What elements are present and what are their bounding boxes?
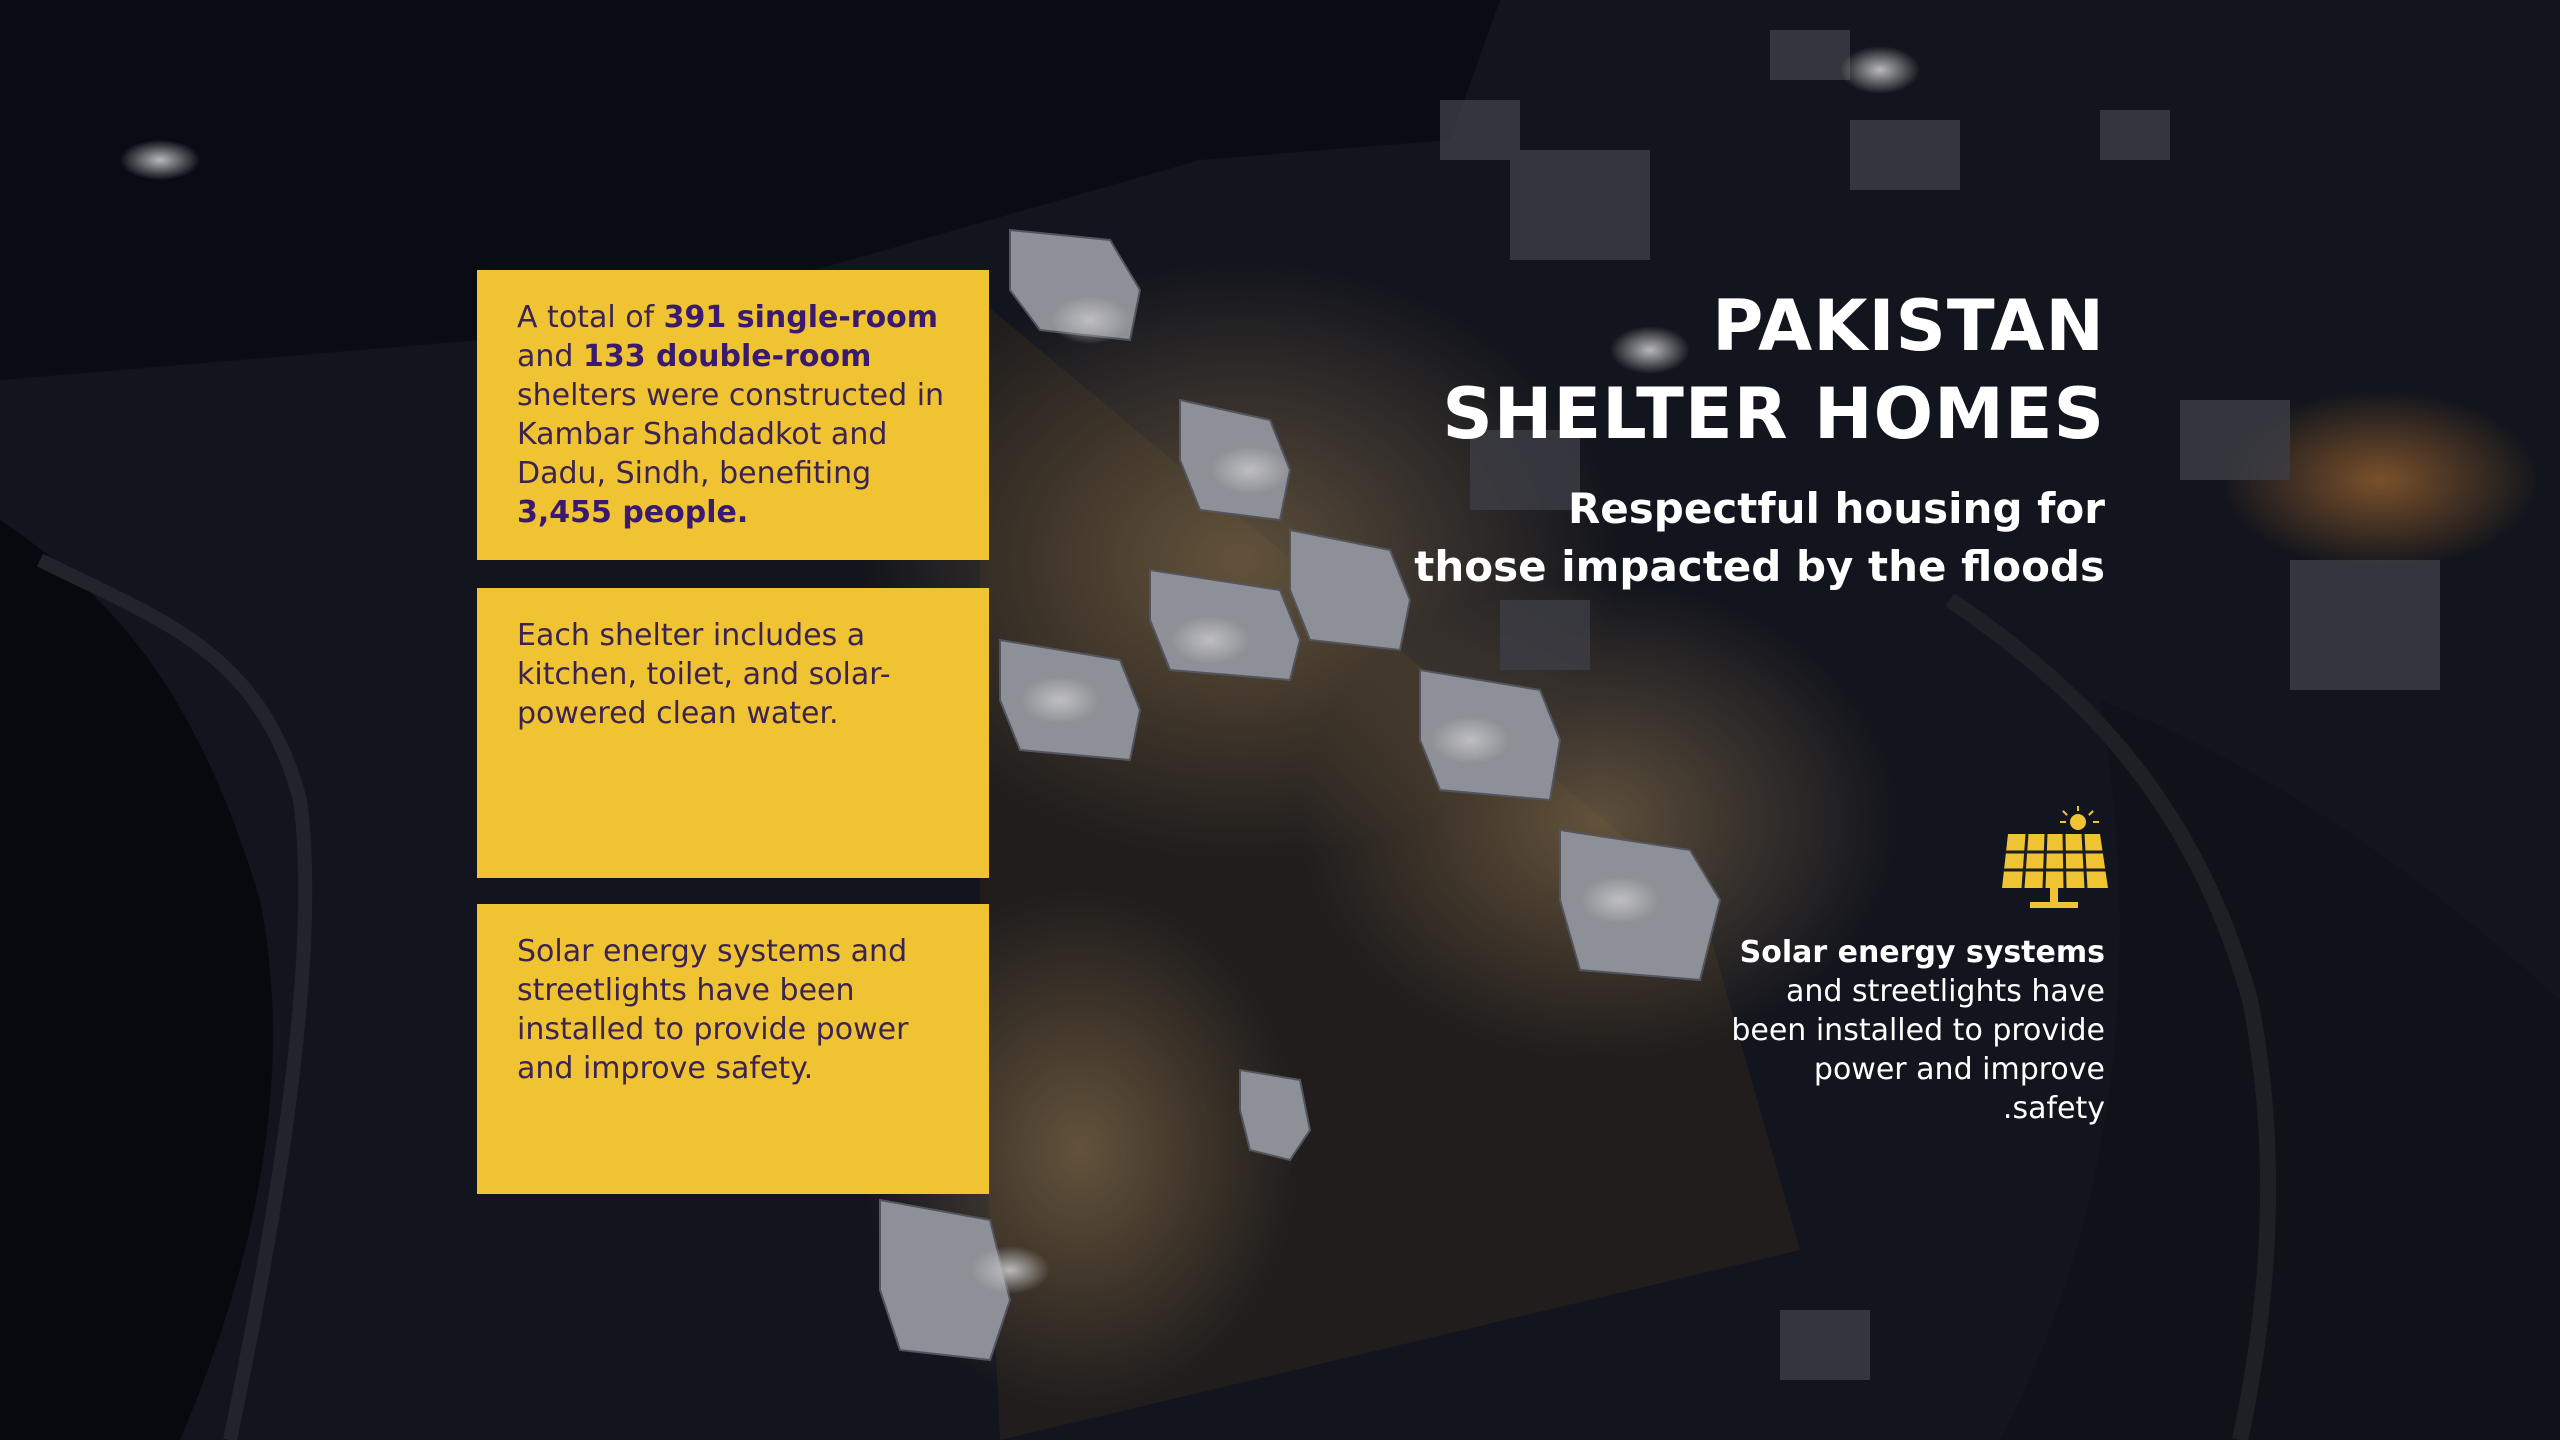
- info-card-facilities: [477, 588, 989, 878]
- double-room-count: 133 double-room: [582, 339, 872, 374]
- card-3-text: Solar energy systems and streetlights have been installed to provide power and improve safety.: [517, 934, 909, 1086]
- title-line-1: PAKISTAN: [1712, 285, 2105, 367]
- page-subtitle: [1405, 480, 2105, 596]
- card-2-text: Each shelter includes a kitchen, toilet, and solar-powered clean water.: [517, 618, 891, 731]
- title-line-2: SHELTER HOMES: [1442, 373, 2105, 455]
- subtitle-line-2: those impacted by the floods: [1414, 542, 2105, 591]
- card-1-text-3: shelters were constructed in Kambar Shahdadkot and Dadu, Sindh, benefiting: [517, 378, 945, 491]
- info-card-solar: [477, 904, 989, 1194]
- subtitle-line-1: Respectful housing for: [1567, 484, 2105, 533]
- solar-caption-line-4: .safety: [2002, 1091, 2105, 1126]
- solar-caption-line-3: power and improve: [1813, 1052, 2105, 1087]
- people-benefited: 3,455 people.: [517, 495, 749, 530]
- info-card-shelters: [477, 270, 989, 560]
- card-1-text-2: and: [517, 339, 583, 374]
- solar-caption-line-1: and streetlights have: [1786, 974, 2105, 1009]
- page-title: [1442, 282, 2105, 458]
- single-room-count: 391 single-room: [663, 300, 939, 335]
- solar-caption-line-2: been installed to provide: [1731, 1013, 2105, 1048]
- solar-caption: [1685, 933, 2105, 1128]
- solar-caption-bold: Solar energy systems: [1739, 935, 2105, 970]
- solar-panel-icon: [2000, 806, 2110, 912]
- card-1-text-1: A total of: [517, 300, 664, 335]
